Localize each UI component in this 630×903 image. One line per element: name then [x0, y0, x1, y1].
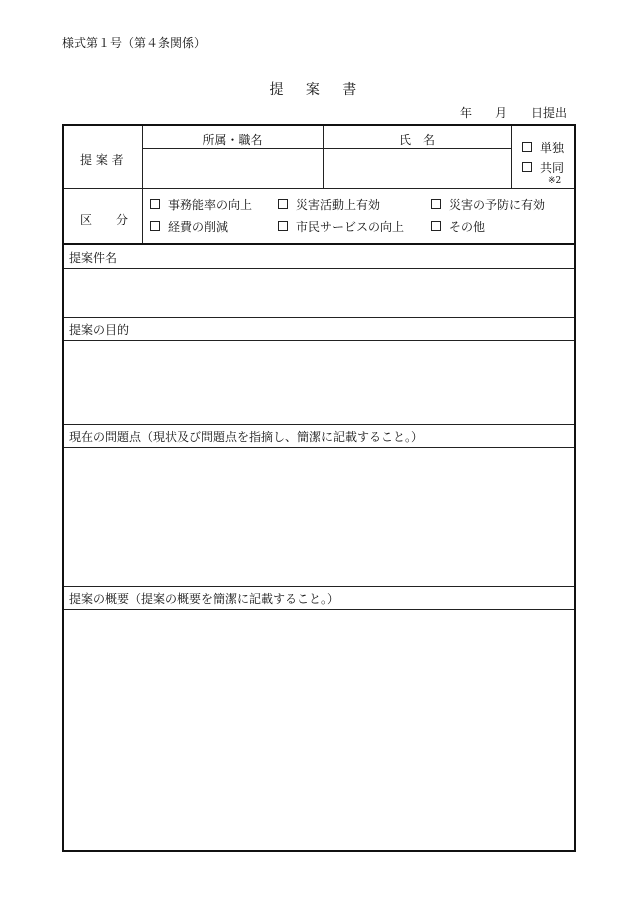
- checkbox-icon: [431, 199, 441, 209]
- category-option-cost-reduction[interactable]: 経費の削減: [150, 218, 228, 235]
- category-option-citizen-service[interactable]: 市民サービスの向上: [278, 218, 404, 235]
- category-option-disaster-response[interactable]: 災害活動上有効: [278, 196, 380, 213]
- checkbox-icon: [150, 199, 160, 209]
- checkbox-icon: [150, 221, 160, 231]
- overview-field[interactable]: [69, 613, 569, 843]
- checkbox-icon: [278, 221, 288, 231]
- proposal-title-label: 提案件名: [69, 251, 118, 265]
- form-number: 様式第１号（第４条関係）: [62, 36, 207, 50]
- checkbox-icon: [522, 162, 532, 172]
- current-problems-label: 現在の問題点（現状及び問題点を指摘し、簡潔に記載すること。）: [69, 430, 424, 444]
- proposal-title-field[interactable]: [69, 272, 569, 316]
- checkbox-icon: [431, 221, 441, 231]
- purpose-field[interactable]: [69, 344, 569, 422]
- category-label: 区 分: [80, 213, 129, 227]
- joint-note: ※2: [548, 176, 562, 186]
- purpose-label: 提案の目的: [69, 323, 130, 337]
- joint-checkbox[interactable]: [522, 159, 564, 176]
- proposer-label: 提 案 者: [80, 153, 124, 167]
- category-option-other[interactable]: その他: [431, 218, 485, 235]
- name-field[interactable]: [327, 156, 507, 182]
- document-title: 提 案 書: [269, 82, 361, 98]
- name-header: 氏 名: [398, 133, 435, 147]
- dept-header: 所属・職名: [202, 133, 263, 147]
- single-label: 単独: [540, 141, 565, 155]
- checkbox-icon: [278, 199, 288, 209]
- dept-field[interactable]: [146, 156, 319, 182]
- date-month-label: 月: [495, 106, 508, 120]
- date-day-submitted-label: 日提出: [531, 106, 568, 120]
- proposal-form: [62, 124, 576, 852]
- checkbox-icon: [522, 142, 532, 152]
- single-checkbox[interactable]: [522, 139, 564, 156]
- current-problems-field[interactable]: [69, 451, 569, 583]
- category-option-efficiency[interactable]: 事務能率の向上: [150, 196, 252, 213]
- joint-label: 共同: [540, 161, 565, 175]
- category-option-disaster-prevention[interactable]: 災害の予防に有効: [431, 196, 545, 213]
- overview-label: 提案の概要（提案の概要を簡潔に記載すること。）: [69, 592, 340, 606]
- date-year-label: 年: [460, 106, 473, 120]
